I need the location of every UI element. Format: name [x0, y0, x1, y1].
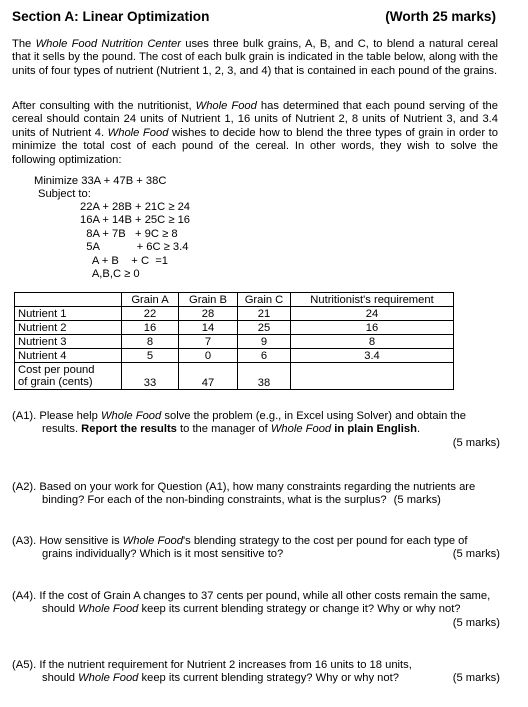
q-text: (A4). If the cost of Grain A changes to 37 cents per pound, while all other costs remain the same, should	[12, 590, 491, 616]
question-a2	[12, 481, 500, 508]
table-cell: Nutrient 4	[15, 349, 122, 363]
table-cell: 22	[122, 307, 179, 321]
question-a4	[12, 590, 500, 629]
question-a3	[12, 535, 500, 562]
table-cell: 38	[238, 363, 291, 390]
q-text: (A2). Based on your work for Question (A1), how many constraints regarding the nutrients are binding? For each of the non-binding constraints, what is the surplus?	[12, 481, 476, 507]
table-cell: 25	[238, 321, 291, 335]
table-cell: 21	[238, 307, 291, 321]
q-text: .	[416, 423, 421, 436]
table-row	[15, 349, 454, 363]
table-row	[15, 335, 454, 349]
question-a5-marks: (5 marks)	[452, 672, 500, 685]
constraint-row: 5A + 6C ≥ 3.4	[80, 241, 189, 254]
q-company: Whole Food	[78, 672, 139, 685]
table-row	[15, 321, 454, 335]
q-text: to the manager of	[176, 423, 271, 436]
cost-label-line: Cost per pound	[18, 363, 95, 376]
table-row	[15, 307, 454, 321]
constraints-list	[80, 201, 190, 281]
intro-p1-text-c: uses three bulk grains, A, B, and C, to blend a natural cereal that it sells by the pound. The cost of each bulk grain is indicated in the table below, along with the units of four types of nutrient (Nutrient 1, 2, 3, and 4) that is contained in each pound of the grains.	[12, 38, 498, 77]
table-cell: 33	[122, 363, 179, 390]
q-bold: in plain English	[331, 423, 417, 436]
q-text: keep its current blending strategy or change it? Why or why not?	[138, 603, 461, 616]
question-a4-marks: (5 marks)	[452, 616, 500, 629]
q-company: Whole Food	[122, 535, 183, 547]
q-text: 's blending strategy to the cost per pound for each type of grains individually? Which is it most sensitive to?	[42, 535, 468, 561]
table-header-cell: Grain C	[238, 293, 291, 307]
table-cell: 7	[179, 335, 238, 349]
q-bold: Report the results	[81, 423, 177, 436]
intro-p1-text-a: The	[12, 38, 36, 50]
table-cell: 3.4	[291, 349, 454, 363]
table-cell: 14	[179, 321, 238, 335]
subject-to-label: Subject to:	[38, 188, 91, 201]
intro-p1-company: Whole Food Nutrition Center	[35, 38, 181, 50]
table-cell: 0	[179, 349, 238, 363]
table-cell: 16	[291, 321, 454, 335]
cost-label-line: of grain (cents)	[18, 376, 93, 388]
table-cell: 5	[122, 349, 179, 363]
intro-p2-text-e: wishes to decide how to blend the three types of grain in order to minimize the total cost of each pound of the cereal. In other words, they wish to solve the following optimization:	[12, 126, 498, 166]
question-a1	[12, 410, 500, 450]
intro-p2-company: Whole Food	[195, 100, 257, 112]
table-header-cell: Nutritionist's requirement	[291, 293, 454, 307]
section-worth: (Worth 25 marks)	[385, 9, 496, 24]
nutrient-table	[14, 292, 454, 390]
constraint-row: 16A + 14B + 25C ≥ 16	[80, 214, 191, 227]
section-title: Section A: Linear Optimization	[12, 9, 210, 24]
table-header-cell: Grain B	[179, 293, 238, 307]
q-company: Whole Food	[100, 410, 162, 422]
constraint-row: A,B,C ≥ 0	[80, 268, 140, 281]
objective-function: Minimize 33A + 47B + 38C	[34, 175, 167, 187]
table-row-cost	[15, 363, 454, 390]
intro-paragraph-1	[12, 38, 498, 78]
q-text: solve the problem (e.g., in Excel using Solver) and obtain the results.	[42, 410, 466, 436]
intro-p2-company-2: Whole Food	[107, 126, 169, 139]
optimization-model	[34, 175, 166, 202]
intro-p2-text-c: has determined that each pound serving of the cereal should contain 24 units of Nutrient 1, 16 units of Nutrient 2, 8 units of Nutrient 3, and 3.4 units of Nutrient 4.	[12, 100, 498, 139]
question-a5-text	[12, 659, 500, 686]
table-cell: Nutrient 1	[15, 307, 122, 321]
table-cell: 28	[179, 307, 238, 321]
question-a4-text	[12, 590, 500, 617]
table-cell: 8	[122, 335, 179, 349]
q-text: (A1). Please help	[12, 410, 101, 422]
question-a1-text	[12, 410, 500, 437]
question-a3-text	[12, 535, 500, 562]
intro-paragraph-2	[12, 100, 498, 167]
table-cell: 24	[291, 307, 454, 321]
constraint-row: 22A + 28B + 21C ≥ 24	[80, 201, 191, 213]
table-cell: 47	[179, 363, 238, 390]
section-header	[12, 9, 496, 27]
q-text: (A3). How sensitive is	[12, 535, 123, 547]
table-cell: Nutrient 2	[15, 321, 122, 335]
table-header-cell	[15, 293, 122, 307]
question-a2-text	[12, 481, 500, 508]
q-text: keep its current blending strategy? Why or why not?	[138, 672, 399, 685]
table-cell	[291, 363, 454, 390]
question-a2-marks: (5 marks)	[393, 494, 441, 507]
table-cell: 16	[122, 321, 179, 335]
q-text: (A5). If the nutrient requirement for Nutrient 2 increases from 16 units to 18 units, should	[12, 659, 412, 685]
q-company: Whole Food	[78, 603, 139, 616]
table-cell: 8	[291, 335, 454, 349]
table-header-row	[15, 293, 454, 307]
table-header-cell: Grain A	[122, 293, 179, 307]
table-cell: 6	[238, 349, 291, 363]
question-a1-marks: (5 marks)	[452, 436, 500, 449]
question-a3-marks: (5 marks)	[452, 548, 500, 561]
intro-p2-text-a: After consulting with the nutritionist,	[12, 100, 196, 112]
table-cell: 9	[238, 335, 291, 349]
cost-label-cell	[15, 363, 122, 390]
question-a5	[12, 659, 500, 686]
constraint-row: A + B + C =1	[80, 254, 168, 267]
q-company: Whole Food	[270, 423, 332, 436]
table-cell: Nutrient 3	[15, 335, 122, 349]
constraint-row: 8A + 7B + 9C ≥ 8	[80, 227, 178, 240]
